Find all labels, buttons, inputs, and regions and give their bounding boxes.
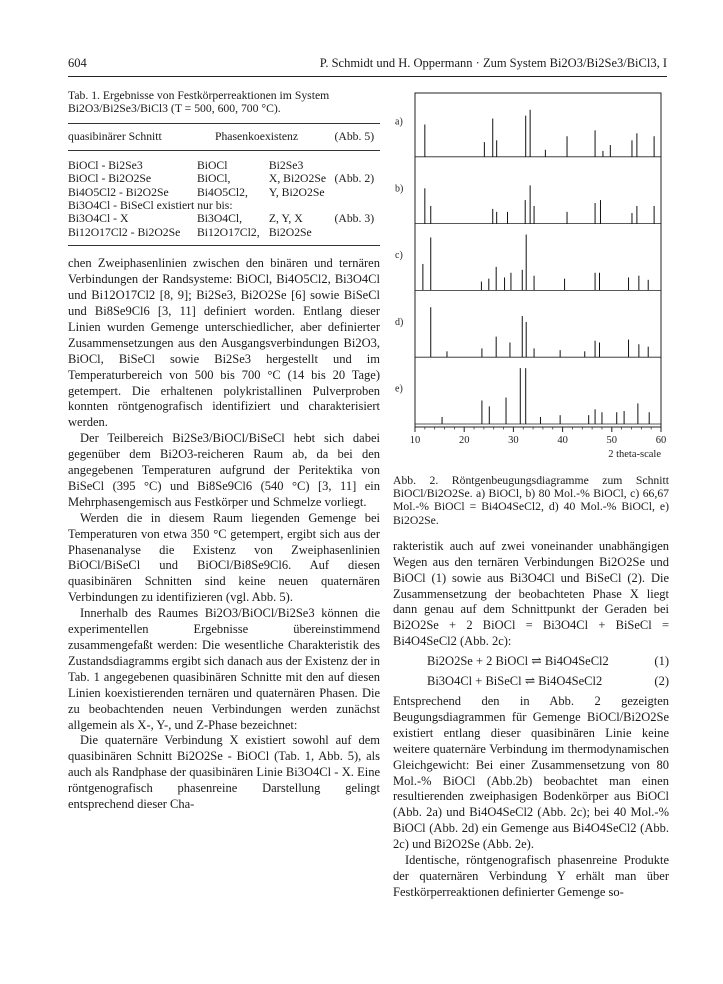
table-cell: X, Bi2O2Se	[268, 172, 327, 186]
x-axis-label: 2 theta-scale	[608, 449, 661, 460]
series-label: a)	[395, 116, 403, 128]
series-label: b)	[395, 183, 404, 195]
equation-number: (1)	[654, 654, 669, 669]
table-cell: Bi3O4Cl,	[196, 212, 243, 226]
paragraph: Der Teilbereich Bi2Se3/BiOCl/BiSeCl hebt sich dabei gegenüber dem Bi2O3-reicheren Raum ab, da bei den angegebenen Temperaturen aufgrund der Peritektika von BiSeCl (395 °C) und Bi8Se9Cl6 (540 °C) [3, 11] ein Mehrphasengemisch aus Festkörper und Schmelze vorliegt.	[68, 431, 380, 509]
table1-header-phasen: Phasenkoexistenz	[197, 124, 335, 150]
table-cell: BiOCl - Bi2Se3	[68, 158, 143, 172]
table-row	[68, 172, 380, 185]
equation-2	[393, 674, 669, 690]
table-row	[68, 150, 380, 172]
xrd-diagram	[393, 89, 669, 464]
table1-header-abb: (Abb. 5)	[335, 124, 381, 150]
table-cell: (Abb. 3)	[334, 212, 375, 226]
table-cell: Bi2Se3	[268, 158, 304, 172]
table-cell: BiOCl,	[196, 172, 231, 186]
table-cell: Bi4O5Cl2,	[196, 185, 248, 199]
table-cell: Bi3O4Cl - BiSeCl existiert nur bis:	[68, 199, 233, 213]
table-row	[68, 199, 380, 212]
table-cell	[335, 226, 381, 246]
x-tick-label: 30	[508, 435, 519, 446]
paragraph: Identische, röntgenografisch phasenreine Produkte der quaternären Verbindung Y erhält man über Festkörperreaktionen definierter Gemenge so-	[393, 853, 669, 899]
table-cell: BiOCl	[196, 158, 228, 172]
x-tick-label: 50	[606, 435, 618, 446]
paragraph: chen Zweiphasenlinien zwischen den binären und ternären Verbindungen der Randsysteme: BiOCl, Bi4O5Cl2, Bi3O4Cl und Bi12O17Cl2 [8, 9]; Bi2Se3, Bi2O2Se [6] sowie BiSeCl und Bi8Se9Cl6 [3, 11] definiert worden. Entlang dieser Linien wurden Gemenge unterschiedlicher, aber definierter Zusammensetzungen aus den Ausgangsverbindungen Bi2O3, BiOCl, BiSeCl sowie Bi2Se3 hergestellt und im Temperaturbereich von 500 bis 700 °C (14 bis 20 Tage) getempert. Die erhaltenen polykristallinen Pulverproben konnten röntgenografisch identifiziert und charakterisiert werden.	[68, 256, 380, 430]
header-rule	[68, 76, 667, 77]
x-tick-label: 10	[409, 435, 421, 446]
table-cell: Bi4O5Cl2 - Bi2O2Se	[68, 185, 169, 199]
table-row	[68, 186, 380, 199]
table1-header-schnitt: quasibinärer Schnitt	[68, 124, 197, 150]
table-row	[68, 212, 380, 225]
paragraph: Innerhalb des Raumes Bi2O3/BiOCl/Bi2Se3 können die experimentellen Ergebnisse übereinstimmend zusammengefaßt werden: Die wesentliche Charakteristik des Zustandsdiagramms ergibt sich danach aus der Existenz der in Tab. 1 angegebenen quasibinären Schnitte mit den auf diesen Linien koexistierenden ternären und quaternären Phasen. Die zu beobachtenden neuen Verbindungen werden zunächst allgemein als X-, Y-, und Z-Phase bezeichnet:	[68, 606, 380, 732]
page-number: 604	[68, 56, 87, 70]
x-tick-label: 60	[655, 435, 667, 446]
right-column	[393, 89, 669, 901]
equation-text: Bi3O4Cl + BiSeCl ⇌ Bi4O4SeCl2	[427, 674, 603, 689]
figure2	[393, 89, 669, 464]
paragraph: Werden die in diesem Raum liegenden Gemenge bei Temperaturen von etwa 350 °C getempert, ergibt sich aus der Phasenanalyse die Existenz von Zweiphasenlinien BiOCl/BiSeCl und BiOCl/Bi8Se9Cl6. Auf diesen quasibinären Schnitten sind keine neuen quaternären Verbindungen zu identifizieren (vgl. Abb. 5).	[68, 510, 380, 605]
table1	[68, 123, 380, 246]
paragraph: Entsprechend den in Abb. 2 gezeigten Beugungsdiagrammen für Gemenge BiOCl/Bi2O2Se existiert entlang dieser quasibinären Linie keine weitere quaternäre Verbindung im thermodynamischen Gleichgewicht: Bei einer Zusammensetzung von 80 Mol.-% BiOCl (Abb.2b) beobachtet man einen resultierenden zweiphasigen Bodenkörper aus BiOCl (Abb. 2a) und Bi4O4SeCl2 (Abb. 2c); bei 40 Mol.-% BiOCl (Abb. 2d) ein Gemenge aus Bi4O4SeCl2 (Abb. 2c) und Bi2O2Se (Abb. 2e).	[393, 693, 669, 852]
equation-text: Bi2O2Se + 2 BiOCl ⇌ Bi4O4SeCl2	[427, 654, 609, 669]
table-cell: Y, Bi2O2Se	[268, 185, 325, 199]
plot-frame	[415, 93, 661, 427]
running-title: P. Schmidt und H. Oppermann · Zum System Bi2O3/Bi2Se3/BiCl3, I	[319, 56, 667, 70]
series-label: e)	[395, 383, 403, 395]
table-cell: Bi3O4Cl - X	[68, 212, 129, 226]
table1-caption: Tab. 1. Ergebnisse von Festkörperreaktionen im System Bi2O3/Bi2Se3/BiCl3 (T = 500, 600, 700 °C).	[68, 89, 330, 116]
equation-number: (2)	[654, 674, 669, 689]
left-column	[68, 89, 380, 813]
table-cell: Z, Y, X	[268, 212, 303, 226]
table-cell: Bi12O17Cl2,	[197, 226, 269, 246]
paragraph: Die quaternäre Verbindung X existiert sowohl auf dem quasibinären Schnitt Bi2O2Se - BiOCl (Tab. 1, Abb. 5), als auch als Randphase der quasibinären Linie Bi3O4Cl - X. Eine röntgenografisch phasenreine Darstellung gelingt entsprechend dieser Cha-	[68, 733, 380, 812]
equation-1	[393, 654, 669, 670]
figure2-caption: Abb. 2. Röntgenbeugungsdiagramme zum Schnitt BiOCl/Bi2O2Se. a) BiOCl, b) 80 Mol.-% BiOCl, c) 66,67 Mol.-% BiOCl = Bi4O4SeCl2, d) 40 Mol.-% BiOCl, e) Bi2O2Se.	[393, 474, 669, 527]
paragraph: rakteristik auch auf zwei voneinander unabhängigen Wegen aus den ternären Verbindungen Bi2O2Se und BiOCl (1) sowie aus Bi3O4Cl und BiSeCl (2). Die Zusammensetzung der beobachteten Phase X liegt dann genau auf dem Schnittpunkt der Geraden bei Bi2O2Se + 2 BiOCl = Bi3O4Cl + BiSeCl = Bi4O4SeCl2 (Abb. 2c):	[393, 538, 669, 649]
table-cell: (Abb. 2)	[334, 172, 375, 186]
table-row	[68, 226, 380, 246]
x-tick-label: 20	[458, 435, 470, 446]
table-cell: Bi12O17Cl2 - Bi2O2Se	[68, 226, 197, 246]
series-label: d)	[395, 316, 404, 328]
x-tick-label: 40	[557, 435, 568, 446]
table-cell	[335, 150, 381, 172]
table-cell: Bi2O2Se	[269, 226, 335, 246]
table-cell	[335, 186, 381, 199]
series-label: c)	[395, 250, 403, 262]
table-cell: BiOCl - Bi2O2Se	[68, 172, 152, 186]
